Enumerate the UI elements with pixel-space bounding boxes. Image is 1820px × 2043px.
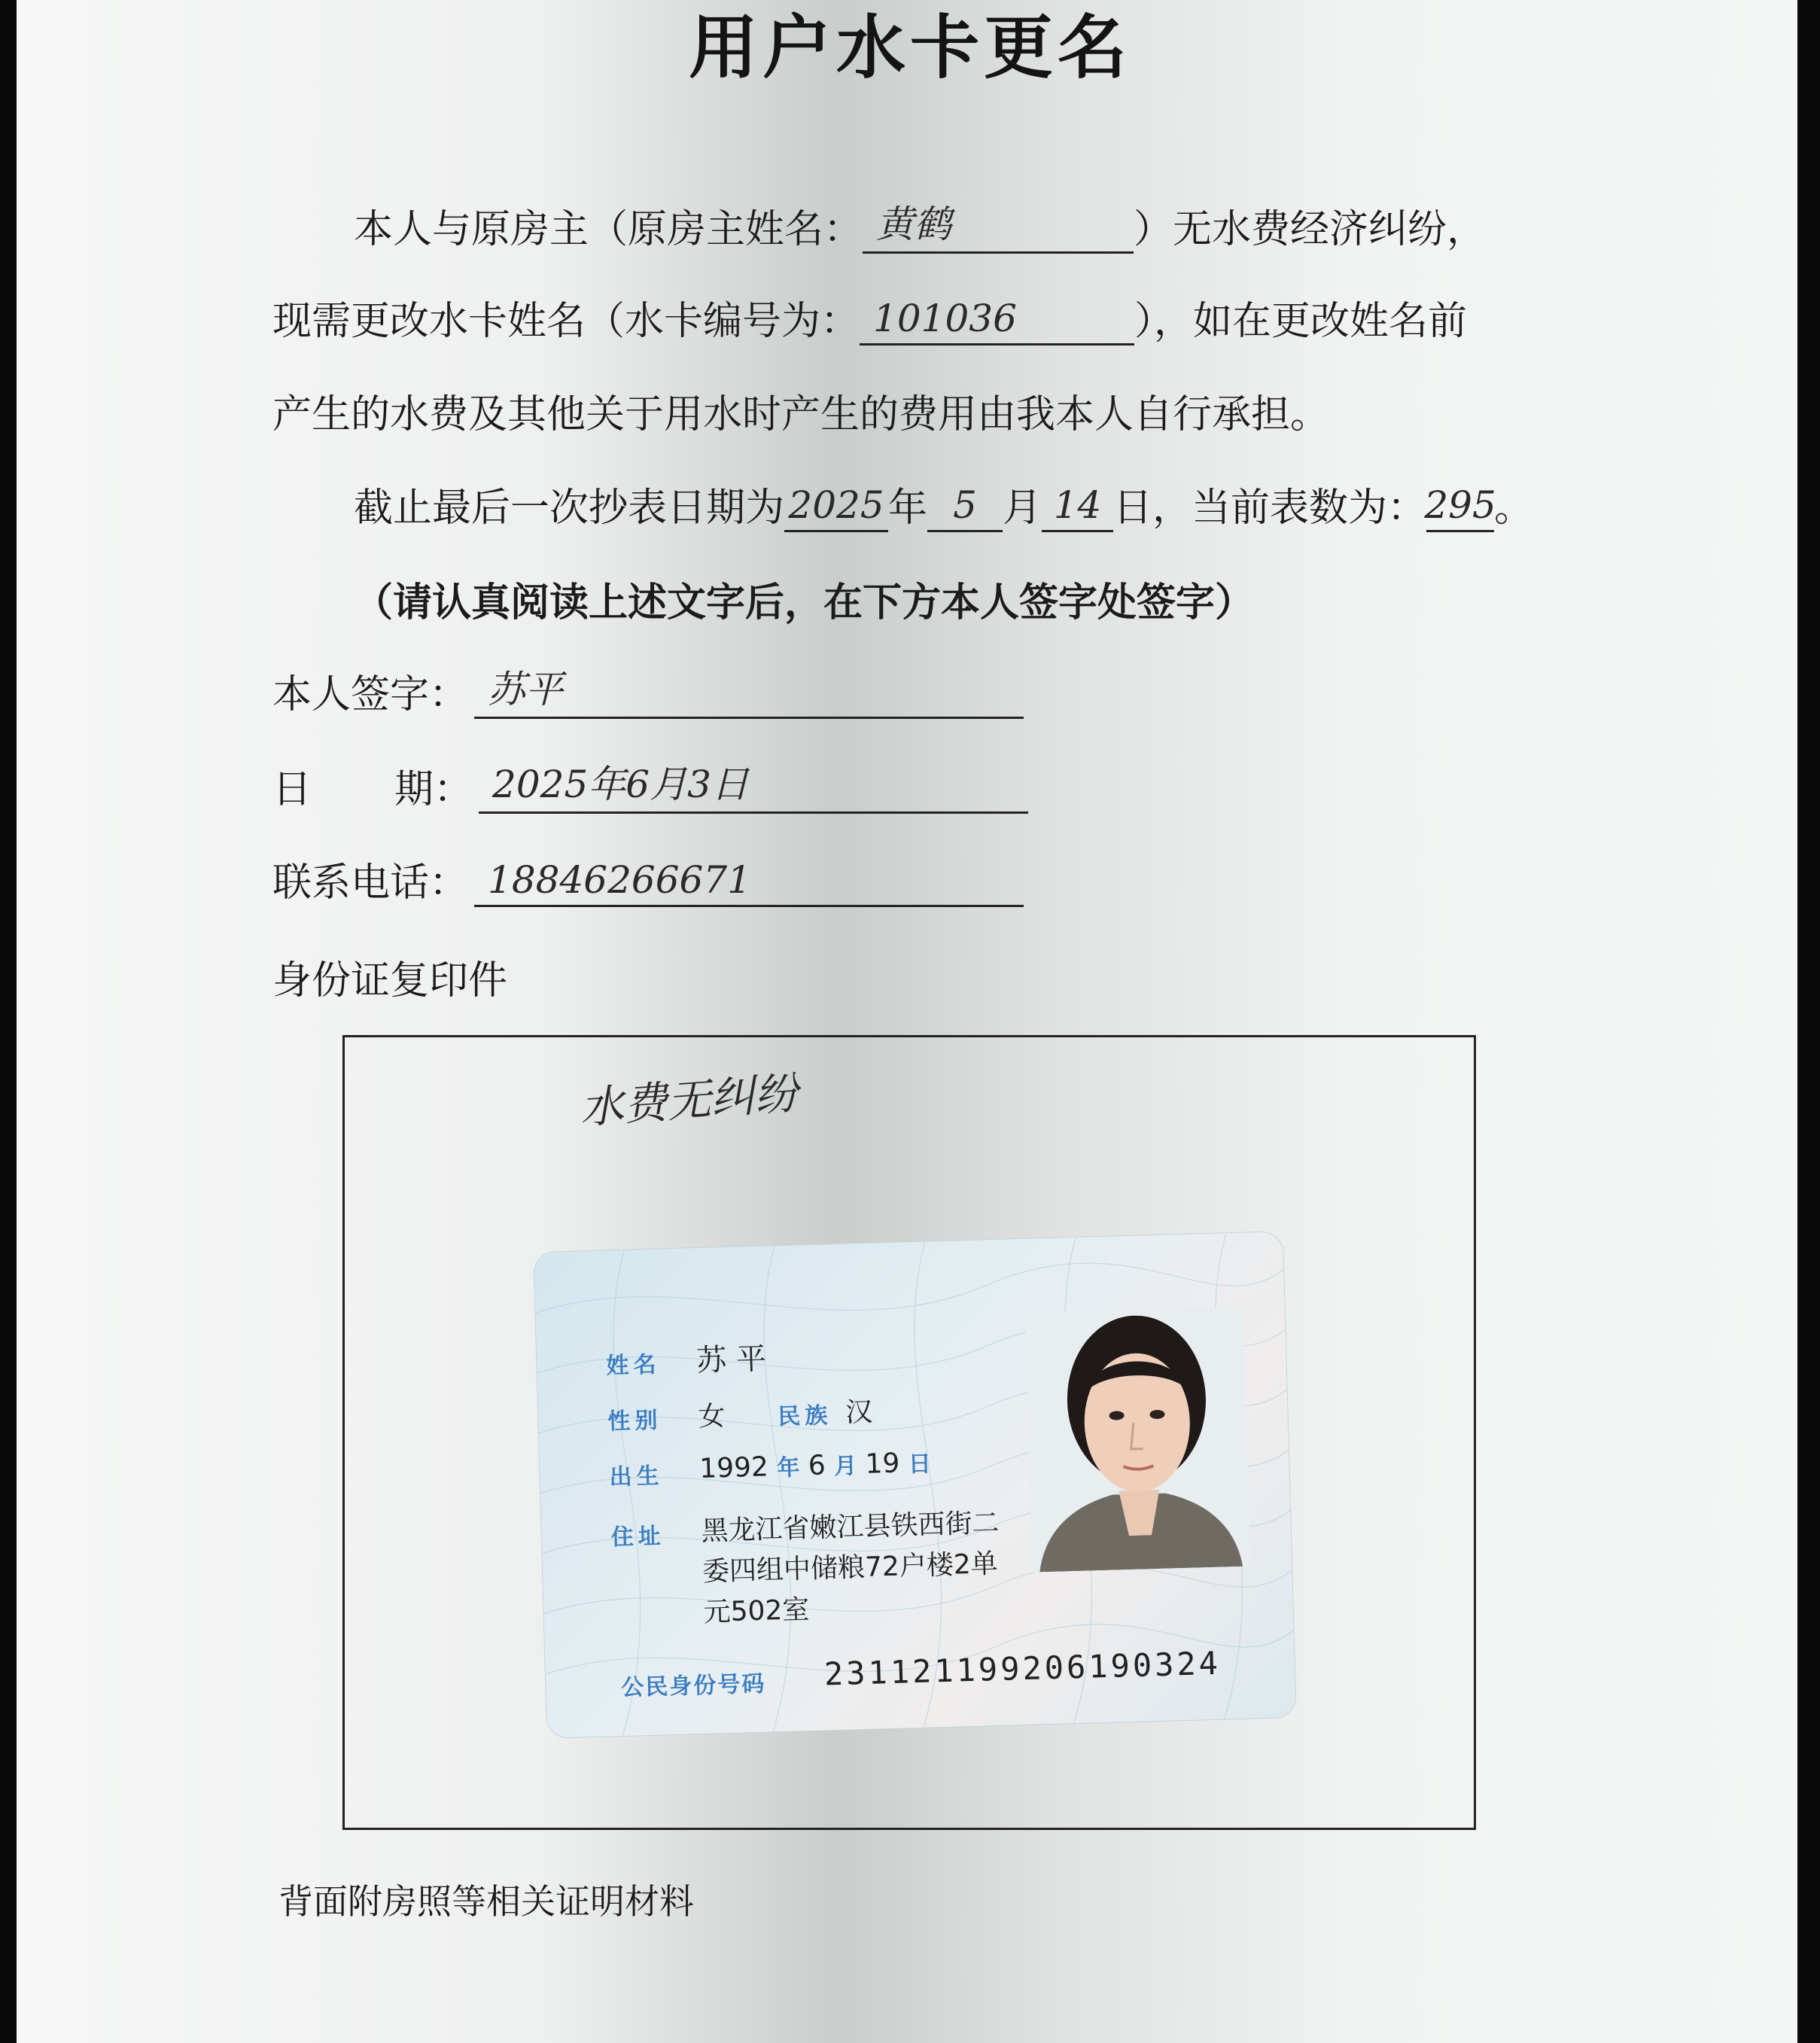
instruction-text: （请认真阅读上述文字后，在下方本人签字处签字） <box>354 580 1255 626</box>
meter-day-unit: 日，当前表数为： <box>1113 486 1427 531</box>
signature-row <box>272 662 1024 719</box>
id-copy-label: 身份证复印件 <box>272 958 508 1003</box>
card-address-line-3: 元502室 <box>703 1594 810 1628</box>
card-birth-month: 6 <box>808 1450 826 1481</box>
date-label-b: 期： <box>394 767 473 812</box>
document-title: 用户水卡更名 <box>688 8 1131 88</box>
card-birth-label: 出生 <box>609 1463 665 1491</box>
card-name-label: 姓名 <box>605 1351 661 1380</box>
date-label-a: 日 <box>272 767 312 812</box>
meter-year-unit: 年 <box>888 486 928 531</box>
card-birth-day: 19 <box>864 1448 900 1480</box>
card-number-field <box>860 297 1134 346</box>
owner-suffix: ）无水费经济纠纷， <box>1134 207 1487 252</box>
meter-month-unit: 月 <box>1003 486 1042 531</box>
card-birth-value <box>699 1445 932 1484</box>
date-field <box>479 765 1028 814</box>
card-id-number-value: 231121199206190324 <box>823 1644 1222 1693</box>
footer-note: 背面附房照等相关证明材料 <box>278 1881 694 1922</box>
owner-name-field <box>863 202 1134 254</box>
signature-handwriting: 苏平 <box>488 668 564 711</box>
paragraph-responsibility: 产生的水费及其他关于用水时产生的费用由我本人自行承担。 <box>272 392 1330 437</box>
owner-name-handwriting: 黄鹤 <box>876 202 952 246</box>
meter-year-field <box>784 483 888 532</box>
date-row <box>272 757 1028 814</box>
signature-field <box>474 670 1024 719</box>
card-address-label: 住址 <box>610 1523 666 1551</box>
card-number-handwriting: 101036 <box>873 297 1017 340</box>
phone-row <box>272 851 1024 907</box>
meter-reading-field <box>1426 483 1494 532</box>
card-birth-day-unit: 日 <box>908 1451 932 1478</box>
card-id-number-label: 公民身份号码 <box>620 1670 766 1701</box>
meter-day-field <box>1042 483 1113 532</box>
phone-label: 联系电话： <box>272 860 469 906</box>
meter-year-handwriting: 2025 <box>788 483 884 527</box>
phone-field <box>474 858 1024 907</box>
card-address-line-1: 黑龙江省嫩江县铁西街二 <box>701 1507 1000 1547</box>
meter-end: 。 <box>1494 486 1534 531</box>
box-handwritten-note: 水费无纠纷 <box>578 1067 800 1134</box>
meter-reading-handwriting: 295 <box>1424 483 1496 527</box>
card-birth-year: 1992 <box>698 1451 769 1484</box>
meter-reading-line <box>354 476 1533 532</box>
owner-prefix: 本人与原房主（原房主姓名： <box>354 207 863 252</box>
card-gender-value: 女 <box>697 1401 726 1433</box>
card-ethnicity-value: 汉 <box>845 1396 873 1429</box>
scan-edge-right <box>1797 0 1820 2043</box>
paragraph-card <box>272 289 1467 346</box>
card-birth-year-unit: 年 <box>776 1454 800 1482</box>
meter-day-handwriting: 14 <box>1053 483 1102 527</box>
meter-prefix: 截止最后一次抄表日期为 <box>354 486 785 531</box>
portrait-image <box>1025 1307 1251 1573</box>
phone-handwriting: 18846266671 <box>488 858 751 902</box>
meter-month-handwriting: 5 <box>953 483 977 527</box>
card-name-value: 苏 平 <box>695 1341 767 1379</box>
scan-edge-left <box>0 0 17 2043</box>
id-card <box>534 1232 1296 1738</box>
card-suffix: ），如在更改姓名前 <box>1134 299 1468 344</box>
card-birth-month-unit: 月 <box>833 1453 857 1480</box>
card-address-line-2: 委四组中储粮72户楼2单 <box>702 1548 999 1588</box>
signature-label: 本人签字： <box>272 672 469 717</box>
card-ethnicity-label: 民族 <box>777 1402 832 1431</box>
date-handwriting: 2025年6月3日 <box>492 763 749 806</box>
card-prefix: 现需更改水卡姓名（水卡编号为： <box>272 299 860 344</box>
meter-month-field <box>927 483 1003 532</box>
card-photo <box>1025 1307 1251 1573</box>
paragraph-owner <box>354 197 1486 254</box>
card-gender-label: 性别 <box>607 1407 662 1436</box>
